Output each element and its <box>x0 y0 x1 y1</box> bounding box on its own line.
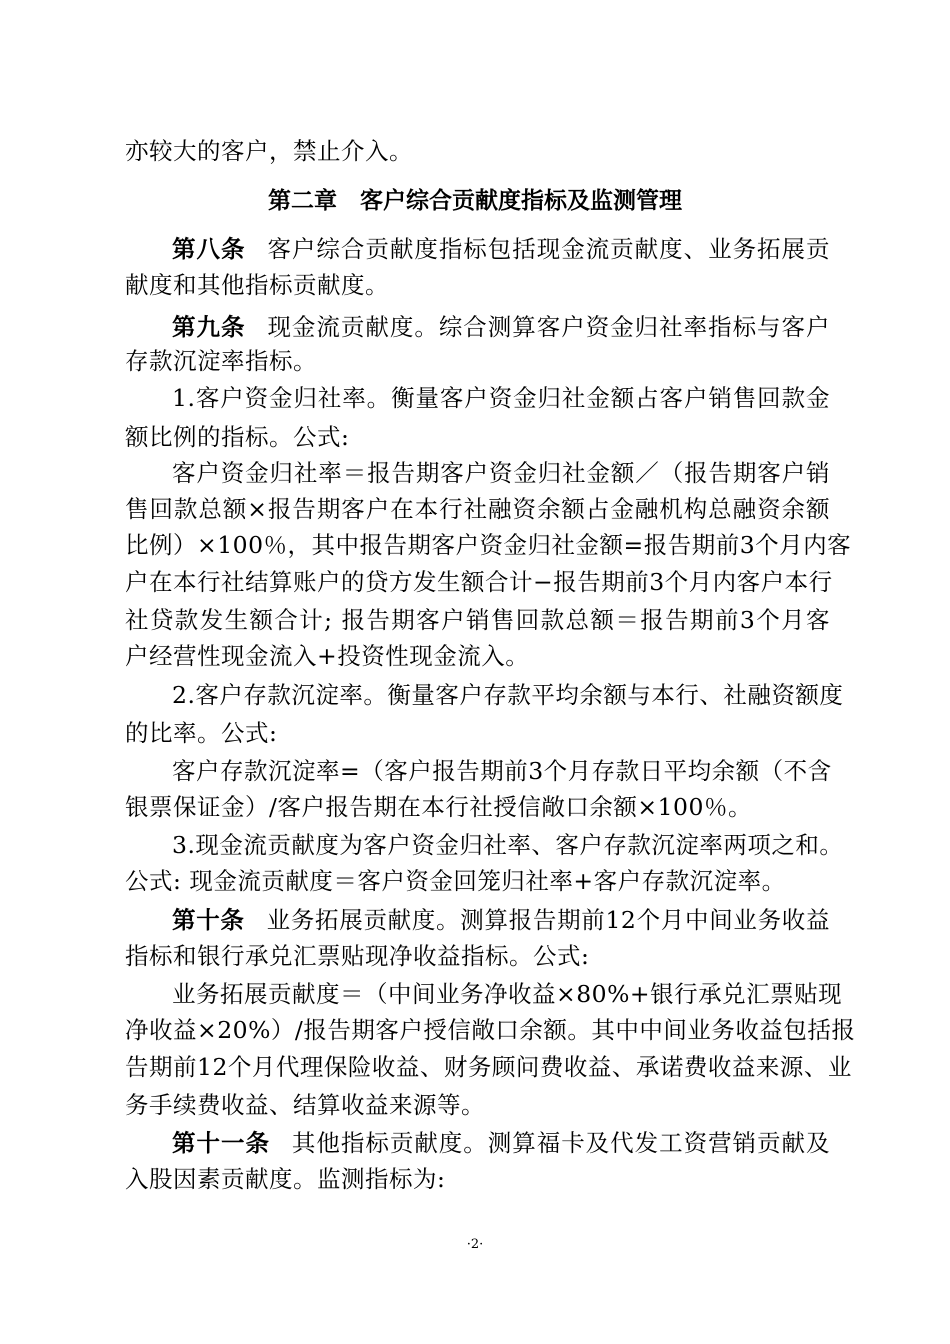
paragraph-line: 银票保证金）/客户报告期在本行社授信敞口余额×100％。 <box>125 793 752 821</box>
paragraph-line: 入股因素贡献度。监测指标为: <box>125 1165 446 1193</box>
page-number: ·2· <box>466 1237 484 1252</box>
paragraph-text: 其他指标贡献度。测算福卡及代发工资营销贡献及 <box>291 1129 831 1157</box>
paragraph-line: 献度和其他指标贡献度。 <box>125 271 389 299</box>
paragraph-line: 3.现金流贡献度为客户资金归社率、客户存款沉淀率两项之和。 <box>172 831 844 859</box>
paragraph-line: 1.客户资金归社率。衡量客户资金归社金额占客户销售回款金 <box>172 384 830 412</box>
paragraph-line: 的比率。公式: <box>125 719 278 747</box>
paragraph-text: 现金流贡献度。综合测算客户资金归社率指标与客户 <box>267 313 831 341</box>
paragraph-line: 公式: 现金流贡献度＝客户资金回笼归社率+客户存款沉淀率。 <box>125 867 786 895</box>
paragraph-line: 业务拓展贡献度＝（中间业务净收益×80%+银行承兑汇票贴现 <box>172 980 843 1008</box>
paragraph-line: 售回款总额×报告期客户在本行社融资余额占金融机构总融资余额 <box>125 495 830 523</box>
paragraph-line: 亦较大的客户，禁止介入。 <box>125 137 413 165</box>
paragraph-line <box>172 312 830 342</box>
article-label: 第八条 <box>172 235 246 263</box>
paragraph-text: 客户综合贡献度指标包括现金流贡献度、业务拓展贡 <box>267 235 831 263</box>
paragraph-line: 比例）×100％，其中报告期客户资金归社金额=报告期前3个月内客 <box>125 531 852 559</box>
paragraph-line: 客户存款沉淀率=（客户报告期前3个月存款日平均余额（不含 <box>172 757 832 785</box>
chapter-heading: 第二章 客户综合贡献度指标及监测管理 <box>268 188 682 214</box>
paragraph-line: 客户资金归社率＝报告期客户资金归社金额／（报告期客户销 <box>172 459 830 487</box>
article-label: 第九条 <box>172 313 246 341</box>
paragraph-line: 社贷款发生额合计; 报告期客户销售回款总额＝报告期前3个月客 <box>125 606 830 634</box>
paragraph-line: 务手续费收益、结算收益来源等。 <box>125 1091 485 1119</box>
paragraph-text: 业务拓展贡献度。测算报告期前12个月中间业务收益 <box>266 906 831 934</box>
paragraph-line <box>172 1128 830 1158</box>
article-label: 第十条 <box>172 906 245 934</box>
paragraph-line: 指标和银行承兑汇票贴现净收益指标。公式: <box>125 942 590 970</box>
paragraph-line <box>172 905 830 935</box>
paragraph-line: 额比例的指标。公式: <box>125 423 350 451</box>
paragraph-line: 户在本行社结算账户的贷方发生额合计−报告期前3个月内客户本行 <box>125 568 833 596</box>
paragraph-line: 户经营性现金流入+投资性现金流入。 <box>125 642 530 670</box>
paragraph-line: 告期前12个月代理保险收益、财务顾问费收益、承诺费收益来源、业 <box>125 1053 852 1081</box>
article-label: 第十一条 <box>172 1129 270 1157</box>
paragraph-line: 净收益×20%）/报告期客户授信敞口余额。其中中间业务收益包括报 <box>125 1016 856 1044</box>
paragraph-line: 存款沉淀率指标。 <box>125 347 317 375</box>
paragraph-line: 2.客户存款沉淀率。衡量客户存款平均余额与本行、社融资额度 <box>172 681 844 709</box>
paragraph-line <box>172 234 830 264</box>
